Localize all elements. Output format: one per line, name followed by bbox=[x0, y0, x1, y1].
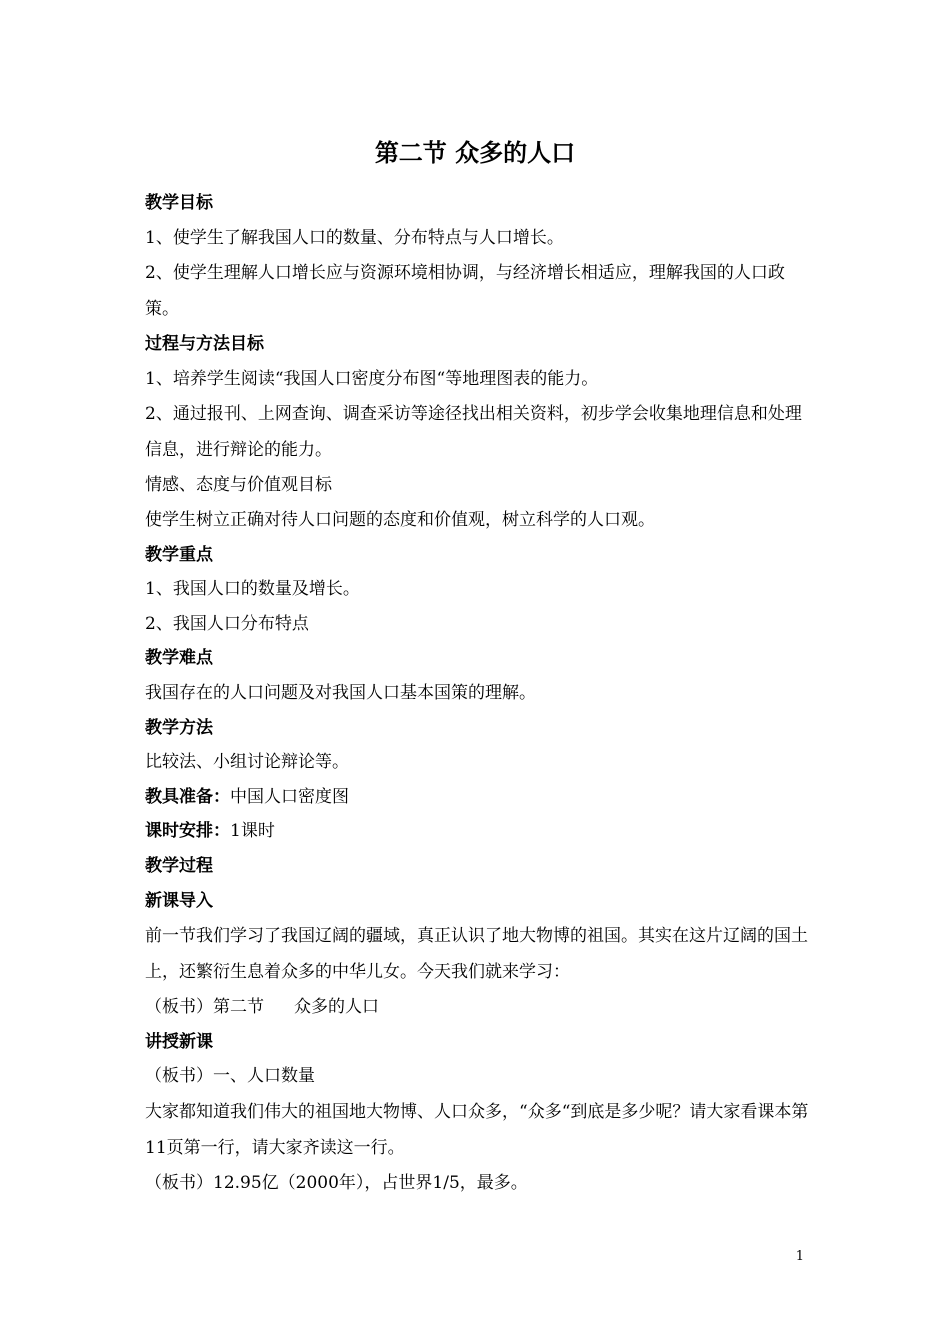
board-line-3: （板书）12.95亿（2000年），占世界1/5，最多。 bbox=[145, 1172, 528, 1193]
method-item-1: 比较法、小组讨论辩论等。 bbox=[145, 752, 349, 773]
board-line-1-topic: 众多的人口 bbox=[294, 997, 379, 1018]
process-item-1: 1、培养学生阅读“我国人口密度分布图“等地理图表的能力。 bbox=[145, 368, 599, 389]
tools-line bbox=[145, 780, 815, 815]
heading-teaching-procedure: 教学过程 bbox=[145, 855, 213, 876]
board-line-1-prefix: （板书）第二节 bbox=[145, 997, 264, 1018]
hours-line bbox=[145, 814, 815, 849]
tools-value: 中国人口密度图 bbox=[230, 786, 349, 807]
process-item-2: 2、通过报刊、上网查询、调查采访等途径找出相关资料，初步学会收集地理信息和处理信息，进行辩论的能力。 bbox=[145, 404, 802, 461]
page-number: 1 bbox=[795, 1249, 804, 1264]
heading-process-goals: 过程与方法目标 bbox=[145, 334, 264, 355]
key-item-2: 2、我国人口分布特点 bbox=[145, 613, 309, 634]
heading-difficult-points: 教学难点 bbox=[145, 648, 213, 669]
goal-item-1: 1、使学生了解我国人口的数量、分布特点与人口增长。 bbox=[145, 227, 564, 248]
board-line-2: （板书）一、人口数量 bbox=[145, 1066, 315, 1087]
goal-item-2: 2、使学生理解人口增长应与资源环境相协调，与经济增长相适应，理解我国的人口政策。 bbox=[145, 263, 785, 320]
heading-intro: 新课导入 bbox=[145, 890, 213, 911]
heading-key-points: 教学重点 bbox=[145, 544, 213, 565]
hours-label: 课时安排： bbox=[145, 821, 230, 842]
teach-paragraph: 大家都知道我们伟大的祖国地大物博、人口众多，“众多“到底是多少呢？请大家看课本第11页第一行，请大家齐读这一行。 bbox=[145, 1101, 809, 1158]
heading-new-lesson: 讲授新课 bbox=[145, 1031, 213, 1052]
intro-paragraph: 前一节我们学习了我国辽阔的疆域，真正认识了地大物博的祖国。其实在这片辽阔的国土上，还繁衍生息着众多的中华儿女。今天我们就来学习： bbox=[145, 926, 808, 983]
heading-emotion-goals: 情感、态度与价值观目标 bbox=[145, 475, 332, 496]
board-line-1 bbox=[145, 990, 815, 1025]
document-body bbox=[145, 186, 815, 1200]
emotion-item-1: 使学生树立正确对待人口问题的态度和价值观，树立科学的人口观。 bbox=[145, 509, 655, 530]
tools-label: 教具准备： bbox=[145, 786, 230, 807]
heading-teaching-goals: 教学目标 bbox=[145, 193, 213, 213]
page-title: 第二节 众多的人口 bbox=[374, 139, 576, 167]
heading-teaching-method: 教学方法 bbox=[145, 717, 213, 738]
key-item-1: 1、我国人口的数量及增长。 bbox=[145, 579, 360, 600]
hours-value: 1课时 bbox=[230, 821, 275, 842]
difficult-item-1: 我国存在的人口问题及对我国人口基本国策的理解。 bbox=[145, 682, 536, 703]
